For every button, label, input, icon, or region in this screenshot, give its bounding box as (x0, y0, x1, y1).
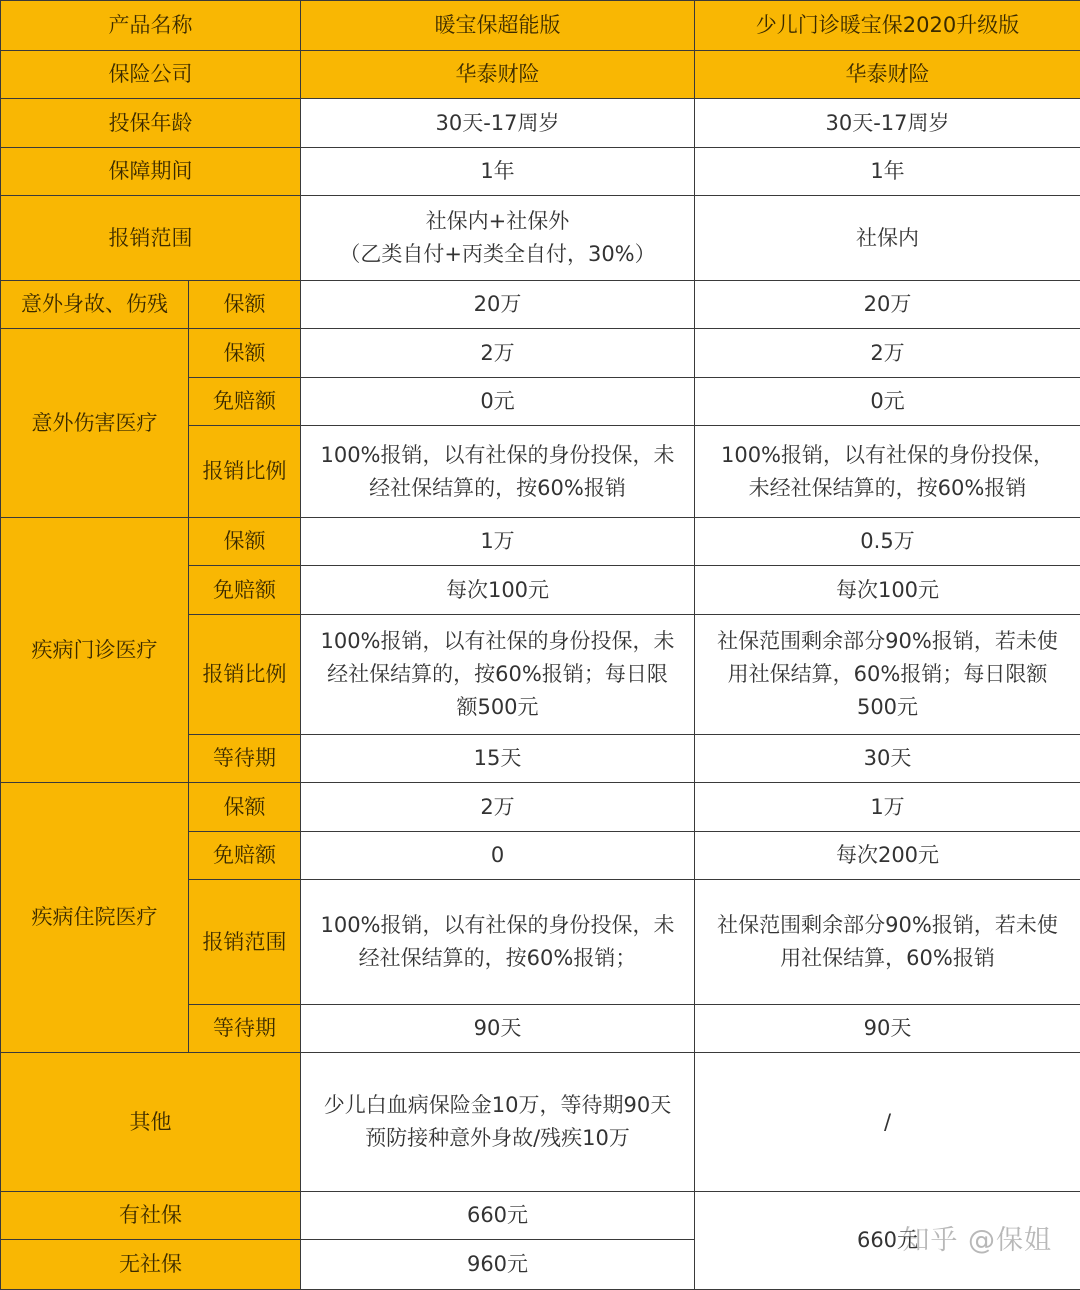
cell-line: 额500元 (305, 691, 690, 724)
row-label-scope: 报销范围 (1, 196, 301, 281)
sub-label-deductible: 免赔额 (189, 566, 301, 615)
sub-label-scope: 报销范围 (189, 880, 301, 1005)
cell-line: 未经社保结算的，按60%报销 (699, 472, 1076, 505)
cell-accident-ratio-b (695, 426, 1080, 518)
cell-outpatient-ratio-a (301, 615, 695, 735)
cell-line: 100%报销，以有社保的身份投保，未 (305, 439, 690, 472)
row-label-insurer: 保险公司 (1, 51, 301, 99)
cell-insurer-b: 华泰财险 (695, 51, 1080, 99)
cell-line: 社保范围剩余部分90%报销，若未使 (699, 625, 1076, 658)
cell-line: 用社保结算，60%报销；每日限额 (699, 658, 1076, 691)
cell-scope-a (301, 196, 695, 281)
cell-outpatient-sum-b: 0.5万 (695, 518, 1080, 566)
cell-outpatient-waiting-b: 30天 (695, 735, 1080, 783)
sub-label-sum: 保额 (189, 329, 301, 378)
cell-outpatient-deductible-b: 每次100元 (695, 566, 1080, 615)
sub-label-sum: 保额 (189, 783, 301, 832)
cell-age-a: 30天-17周岁 (301, 99, 695, 148)
cell-inpatient-scope-b (695, 880, 1080, 1005)
cell-inpatient-deductible-a: 0 (301, 832, 695, 880)
cell-outpatient-sum-a: 1万 (301, 518, 695, 566)
cell-period-a: 1年 (301, 148, 695, 196)
cell-insurer-a: 华泰财险 (301, 51, 695, 99)
sub-label-deductible: 免赔额 (189, 378, 301, 426)
table-row (1, 148, 1080, 196)
sub-label-ratio: 报销比例 (189, 426, 301, 518)
table-row (1, 1053, 1080, 1192)
cell-line: 经社保结算的，按60%报销； (305, 942, 690, 975)
sub-label-sum: 保额 (189, 518, 301, 566)
sub-label-waiting: 等待期 (189, 1005, 301, 1053)
row-label-other: 其他 (1, 1053, 301, 1192)
cell-price-with-a: 660元 (301, 1192, 695, 1240)
cell-accident-sum-b: 2万 (695, 329, 1080, 378)
cell-outpatient-ratio-b (695, 615, 1080, 735)
sub-label-sum: 保额 (189, 281, 301, 329)
table-row (1, 518, 1080, 566)
cell-accident-death-b: 20万 (695, 281, 1080, 329)
cell-line: 社保内+社保外 (305, 205, 690, 238)
table-row (1, 1192, 1080, 1240)
cell-outpatient-deductible-a: 每次100元 (301, 566, 695, 615)
cell-inpatient-scope-a (301, 880, 695, 1005)
cell-inpatient-waiting-b: 90天 (695, 1005, 1080, 1053)
price-b-value: 660元 (857, 1228, 918, 1252)
header-row (1, 1, 1080, 51)
cell-accident-deductible-b: 0元 (695, 378, 1080, 426)
cell-line: 100%报销，以有社保的身份投保，未 (305, 625, 690, 658)
cell-line: 100%报销，以有社保的身份投保， (699, 439, 1076, 472)
cell-accident-death-a: 20万 (301, 281, 695, 329)
cell-line: 经社保结算的，按60%报销；每日限 (305, 658, 690, 691)
cell-line: 经社保结算的，按60%报销 (305, 472, 690, 505)
cell-accident-ratio-a (301, 426, 695, 518)
cell-line: 用社保结算，60%报销 (699, 942, 1076, 975)
table-row (1, 196, 1080, 281)
cell-line: 预防接种意外身故/残疾10万 (305, 1122, 690, 1155)
header-product-b: 少儿门诊暖宝保2020升级版 (695, 1, 1080, 51)
table-row (1, 51, 1080, 99)
row-label-period: 保障期间 (1, 148, 301, 196)
cell-line: 100%报销，以有社保的身份投保，未 (305, 909, 690, 942)
cell-inpatient-sum-b: 1万 (695, 783, 1080, 832)
cell-line: 少儿白血病保险金10万，等待期90天 (305, 1089, 690, 1122)
cell-accident-deductible-a: 0元 (301, 378, 695, 426)
row-label-age: 投保年龄 (1, 99, 301, 148)
cell-line: 500元 (699, 691, 1076, 724)
row-label-with-social: 有社保 (1, 1192, 301, 1240)
header-product-a: 暖宝保超能版 (301, 1, 695, 51)
cell-period-b: 1年 (695, 148, 1080, 196)
cell-inpatient-waiting-a: 90天 (301, 1005, 695, 1053)
cell-accident-sum-a: 2万 (301, 329, 695, 378)
section-label-accident-death: 意外身故、伤残 (1, 281, 189, 329)
sub-label-waiting: 等待期 (189, 735, 301, 783)
table-row (1, 783, 1080, 832)
sub-label-deductible: 免赔额 (189, 832, 301, 880)
sub-label-ratio: 报销比例 (189, 615, 301, 735)
cell-other-a (301, 1053, 695, 1192)
cell-inpatient-deductible-b: 每次200元 (695, 832, 1080, 880)
cell-price-without-a: 960元 (301, 1240, 695, 1290)
zhihu-watermark: 知乎 @保姐 (902, 1224, 1052, 1258)
section-label-inpatient: 疾病住院医疗 (1, 783, 189, 1053)
cell-age-b: 30天-17周岁 (695, 99, 1080, 148)
section-label-accident-medical: 意外伤害医疗 (1, 329, 189, 518)
row-label-without-social: 无社保 (1, 1240, 301, 1290)
table-row (1, 281, 1080, 329)
cell-scope-b: 社保内 (695, 196, 1080, 281)
cell-line: 社保范围剩余部分90%报销，若未使 (699, 909, 1076, 942)
cell-inpatient-sum-a: 2万 (301, 783, 695, 832)
cell-price-b (695, 1192, 1080, 1290)
table-row (1, 99, 1080, 148)
cell-line: （乙类自付+丙类全自付，30%） (305, 238, 690, 271)
section-label-outpatient: 疾病门诊医疗 (1, 518, 189, 783)
cell-other-b: / (695, 1053, 1080, 1192)
cell-outpatient-waiting-a: 15天 (301, 735, 695, 783)
table-row (1, 329, 1080, 378)
header-product-name: 产品名称 (1, 1, 301, 51)
